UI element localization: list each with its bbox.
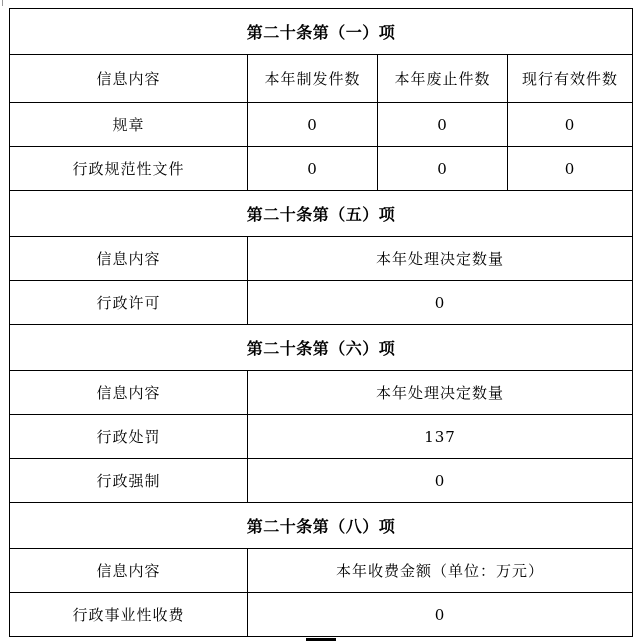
column-header-decision-count: 本年处理决定数量 [248,371,633,415]
column-header-row [10,371,633,415]
column-header-row [10,549,633,593]
column-header-fee-amount: 本年收费金额（单位：万元） [248,549,633,593]
column-header-issued-count: 本年制发件数 [248,55,378,103]
decision-count-cell: 0 [248,281,633,325]
table-row [10,103,633,147]
table-row [10,147,633,191]
row-label: 行政事业性收费 [10,593,248,637]
column-header-info-content: 信息内容 [10,237,248,281]
column-header-info-content: 信息内容 [10,549,248,593]
column-header-info-content: 信息内容 [10,55,248,103]
page-edge-tick [2,0,3,6]
table-row [10,281,633,325]
section-title: 第二十条第（六）项 [10,325,633,371]
column-header-row [10,237,633,281]
row-label: 行政强制 [10,459,248,503]
section-header-row [10,503,633,549]
repealed-count-cell: 0 [378,103,508,147]
column-header-effective-count: 现行有效件数 [508,55,633,103]
section-header-row [10,9,633,55]
effective-count-cell: 0 [508,147,633,191]
decision-count-cell: 0 [248,459,633,503]
effective-count-cell: 0 [508,103,633,147]
row-label: 行政规范性文件 [10,147,248,191]
column-header-repealed-count: 本年废止件数 [378,55,508,103]
section-title: 第二十条第（五）项 [10,191,633,237]
column-header-row [10,55,633,103]
section-header-row [10,191,633,237]
repealed-count-cell: 0 [378,147,508,191]
row-label: 行政处罚 [10,415,248,459]
table-row [10,459,633,503]
decision-count-cell: 137 [248,415,633,459]
table-row [10,415,633,459]
table-row [10,593,633,637]
section-title: 第二十条第（一）项 [10,9,633,55]
fee-amount-cell: 0 [248,593,633,637]
disclosure-report-table [9,8,633,637]
section-header-row [10,325,633,371]
row-label: 行政许可 [10,281,248,325]
page-bottom-mark [306,638,336,641]
issued-count-cell: 0 [248,147,378,191]
section-title: 第二十条第（八）项 [10,503,633,549]
issued-count-cell: 0 [248,103,378,147]
row-label: 规章 [10,103,248,147]
column-header-decision-count: 本年处理决定数量 [248,237,633,281]
column-header-info-content: 信息内容 [10,371,248,415]
